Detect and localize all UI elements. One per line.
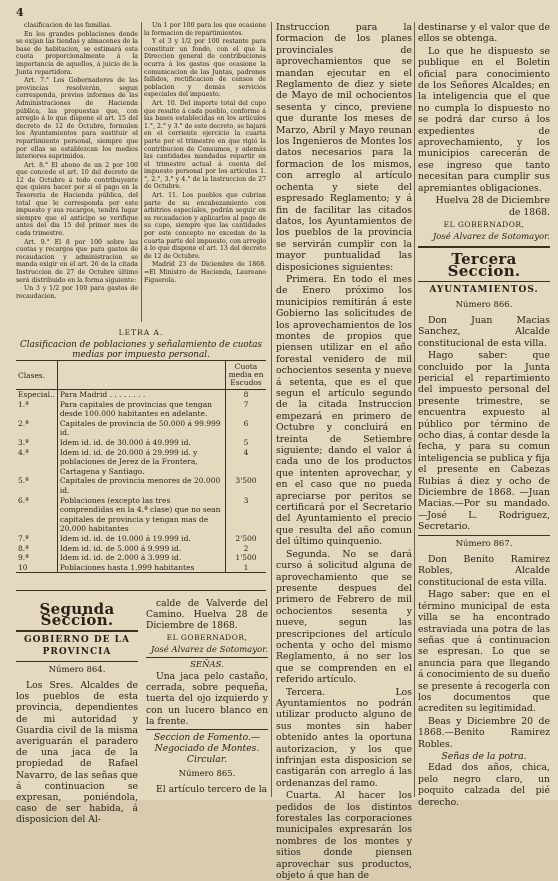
table-row [16, 400, 266, 419]
column-2 [144, 22, 266, 322]
row-quota: 6 [226, 419, 267, 438]
schedule-title: Clasificacion de poblaciones y señalamiento de cuotas medias por impuesto personal. [19, 340, 263, 361]
paragraph: Lo que he dispuesto se publique en el Boletin oficial para conocimiento de los Señores Alcaldes; en la inteligencia que el que no cumpla lo dispuesto no se podrá dar curso á los expedientes de aprovechamiento, y los municipios carecerán de ese ingreso que tanto necesitan para cumplir sus apremiantes obligaciones. [418, 45, 550, 194]
row-clase: 6.ª [16, 496, 57, 534]
row-clase: 9.ª [16, 553, 57, 563]
paragraph: Hago saber: que concluido por la Junta pericial el repartimiento del impuesto personal del presente trimestre, se encuentra expuesto al público por término de ocho dias, á contar desde la fecha, y para su comun inteligencia se publica y fija el presente en Cabezas Rubias á diez y ocho de Diciembre de 1868. —Juan Macias.—Por su mandado.—José L. Rodriguez, Secretario. [418, 350, 550, 533]
header-clases: Clases. [16, 361, 57, 390]
row-clase: 1.ª [16, 400, 57, 419]
rule [418, 246, 550, 248]
signature: José Alvarez de Sotomayor. [150, 644, 268, 655]
notice-number: Número 865. [178, 768, 236, 779]
header-blank [57, 361, 225, 390]
signature-title: EL GOBERNADOR, [443, 219, 525, 229]
row-quota: 1 [226, 563, 267, 573]
paragraph: Un 3 y 1/2 por 100 para gastos de recaudacion. [16, 285, 138, 300]
row-quota: 3 [226, 496, 267, 534]
paragraph: Primera. En todo el mes de Enero próximo los municipios remitirán á este Gobierno las solicitudes de los aprovechamientos de los montes de propios que piensen utilizar en el año forestal venidero de mil ochocientos sesenta y nueve á setenta, que es el que segun el artículo segundo de la citada Instruccion empezará en primero de Octubre y concluirá en treinta de Setiembre siguiente; dando el valor á cada uno de los productos que intenten aprovechar, y en el caso que no pueda apreciarse por peritos se certificará por el Secretario del Ayuntamiento el precio que resulta del año comun del último quinquenio. [276, 273, 412, 548]
paragraph: Art. 10. Del importe total del cupo que resulte á cada pueblo, conforme á las bases establecidas en los artículos 1.°, 2.° y 3.° de este decreto, se bajará en el corriente ejercicio la cuarta parte por el trimestre en que rigió la contribucion de Consumos, y además las cantidades mandadas repartir en el trimestre actual á cuenta del impuesto personal por los artículos 1.°, 2.°, 3.° y 4.° de la Instruccion de 27 de Octubre. [144, 99, 266, 191]
section-title: Segunda Seccion. [39, 600, 115, 630]
signature: José Alvarez de Sotomayor. [432, 232, 550, 243]
paragraph: Instruccion para la formacion de los planes provinciales de aprovechamientos que se mandan ejecutar en el Reglamento de diez y siete de Mayo de mil ochocientos sesenta y cinco, previene que durante los meses de Marzo, Abril y Mayo reunan los Ingenieros de Montes los datos necesarios para la formacion de los mismos, con arreglo al artículo ochenta y siete del espresado Reglamento; y á fin de facilitar las citados datos, los Ayuntamientos de los pueblos de la provincia se servirán cumplir con la mayor puntualidad las disposiciones siguientes: [276, 22, 412, 273]
notice-text: Los Sres. Alcaldes de los pueblos de esta provincia, dependientes de mi autoridad y Guardia civil de la misma averiguarán el paradero de una jaca de la propiedad de Rafael Navarro, de las señas que á continuacion se expresan, poniéndola, caso de ser habida, á disposicion del Al- [16, 680, 138, 826]
row-quota: 5 [226, 438, 267, 448]
row-description: Idem id. id. de 20.000 á 29.999 id. y poblaciones de Jerez de la Frontera, Cartagena y Santiago. [59, 447, 198, 476]
column-1 [16, 22, 138, 322]
row-description: Idem id. id. de 5.000 á 9.999 id. [59, 543, 182, 553]
notice-continuation [146, 598, 268, 795]
table-row [16, 496, 266, 534]
paragraph: Tercera. Los Ayuntamientos no podrán utilizar producto alguno de sus montes sin haber obtenido antes la oportuna autorizacion, y los que infrinjan esta disposicion se castigarán con arreglo á las ordenanzas del ramo. [276, 686, 412, 789]
paragraph: En los grandes poblaciones donde se exijan las tiendas y almacenes de la base de habitacion, se estimará esta cuota proporcionalmente á la importancia de aquellos, á juicio de la Junta repartidora. [16, 30, 138, 76]
table-row [16, 563, 266, 573]
rule [418, 281, 550, 282]
column-3 [276, 22, 412, 881]
fomento-heading: Seccion de Fomento.—Negociado de Montes. [153, 732, 261, 755]
table-row [16, 534, 266, 544]
row-quota: 8 [226, 390, 267, 400]
date-line: Huelva 28 de Diciembre de 1868. [435, 195, 550, 218]
schedule-letra: LETRA A. [118, 328, 164, 337]
section-title: Tercera Seccion. [447, 250, 521, 280]
paragraph: Beas y Diciembre 20 de 1868.—Benito Ramirez Robles. [418, 715, 550, 750]
rule [418, 535, 550, 536]
column-divider [271, 22, 272, 797]
notice-text: El artículo tercero de la [156, 783, 268, 795]
senas-title: Señas de la potra. [441, 750, 527, 762]
paragraph: Madrid 23 de Diciembre de 1868. =El Ministro de Hacienda, Laureano Figuerola. [144, 261, 266, 284]
table-body [16, 390, 266, 573]
paragraph: Don Benito Ramirez Robles, Alcalde constitucional de esta villa. [418, 554, 550, 588]
row-description: Para capitales de provincias que tengan desde 100.000 habitantes en adelante. [59, 399, 212, 419]
signature-title: EL GOBERNADOR, [166, 632, 248, 642]
paragraph: Un 1 por 100 para los que ocasione la formacion de repartimientos. [144, 22, 266, 37]
row-clase: 10 [16, 563, 57, 573]
rule [146, 657, 268, 658]
column-divider [141, 22, 142, 322]
row-quota: 1'500 [226, 553, 267, 563]
senas-text: Una jaca pelo castaño, cerrada, sobre pequeña, tuerta del ojo izquierdo y con un lucero blanco en la frente. [146, 671, 268, 727]
classification-table [16, 360, 266, 573]
row-clase: 3.ª [16, 438, 57, 448]
paragraph: Hago saber: que en el término municipal de esta villa se ha encontrado estraviada una potra de las señas que á continuacion se espresan. Lo que se anuncia para que llegando á conocimiento de su dueño se presente á recogerla con los documentos que acrediten su legitimidad. [418, 589, 550, 715]
table-row [16, 438, 266, 448]
row-description: Idem id. id. de 30.000 á 49.999 id. [59, 437, 191, 447]
table-row [16, 476, 266, 495]
table-row [16, 419, 266, 438]
row-description: Para Madrid . . . . . . . . [59, 390, 146, 399]
column-divider [414, 22, 415, 797]
row-description: Idem id. id. de 10.000 á 19.999 id. [59, 533, 191, 543]
paragraph: clasificacion de las familias. [24, 22, 112, 29]
row-clase: 8.ª [16, 544, 57, 554]
paragraph: Art. 11. Los pueblos que cubrian parte de su encabezamiento con arbitrios especiales, podrán seguir en su recaudacion y aplicarlos al pago de su cupo, siempre que las cantidades por este concepto no excedan de la cuarta parte del impuesto, con arreglo á lo que dispone el art. 13 del decreto de 12 de Octubre. [144, 192, 266, 260]
column-4 [418, 22, 550, 808]
circular-heading: Circular. [186, 754, 228, 766]
segunda-seccion [16, 598, 138, 826]
table-row [16, 553, 266, 563]
paragraph: Art. 7.° Los Gobernadores de las provincias resolverán, segun corresponda, prévios informes de las Administraciones de Hacienda pública, las propuestas que, con arreglo á lo que dispone el art. 15 del decreto de 12 de Octubre, formulen los Ayuntamientos para sustituir el repartimiento personal, siempre que por ellas se establezcan los medios interiores suprimidos. [16, 77, 138, 161]
paragraph: Edad dos años, chica, pelo negro claro, un poquito calzada del pié derecho. [418, 762, 550, 808]
row-description: Poblaciones hasta 1.999 habitantes [59, 562, 195, 572]
table-row [16, 544, 266, 554]
table-row [16, 448, 266, 477]
notice-number: Número 867. [455, 538, 513, 549]
paragraph: Cuarta. Al hacer los pedidos de los distintos forestales las corporaciones municipales expresarán los nombres de los montes y sitios donde piensen aprovechar sus productos, objeto á que han de [276, 790, 412, 881]
rule [16, 630, 138, 632]
notice-number: Número 866. [455, 299, 513, 310]
row-description: Capitales de provincia de 50.000 á 99.999 id. [59, 418, 221, 438]
rule [16, 661, 138, 662]
row-clase: 7.ª [16, 534, 57, 544]
section-subtitle: GOBIERNO DE LA PROVINCIA [24, 635, 130, 657]
paragraph: Art. 8.° El abono de un 2 por 100 que concede el art. 10 del decreto de 12 de Octubre á todo contribuyente que quiera hacer por sí el pago en la Tesorería de Hacienda pública, del total que le corresponda por este impuesto y sus recargos, tendrá lugar siempre que el anticipo se verifique antes del dia 15 del primer mes de cada trimestre. [16, 161, 138, 238]
paragraph: Segunda. No se dará curso á solicitud alguna de aprovechamiento que se presente despues del primero de Febrero de mil ochocientos sesenta y nueve, segun las prescripciones del artículo ochenta y ocho del mismo Reglamento, á no ser los que se comprenden en el referido artículo. [276, 548, 412, 686]
table-row [16, 390, 266, 400]
senas-title: SEÑAS. [190, 659, 224, 670]
paragraph: Don Juan Macias Sanchez, Alcalde constitucional de esta villa. [418, 314, 550, 349]
paragraph: Y el 3 y 1/2 por 100 restante para constituir un fondo, con el que la Direccion general de contribuciones ocurra á los gastos que ocasione la comunicacion de las Juntas, padrones fallidos, rectificacion de censos de poblacion y demás servicios especiales del impuesto. [144, 38, 266, 99]
rule [146, 729, 268, 730]
row-quota: 2'500 [226, 534, 267, 544]
section-divider [16, 590, 266, 591]
row-quota: 3'500 [226, 476, 267, 495]
row-quota: 4 [226, 448, 267, 477]
row-clase: 5.ª [16, 476, 57, 495]
row-quota: 7 [226, 400, 267, 419]
paragraph: Art. 9.° El 8 por 100 sobre las cuotas y recargos que para gastos de recaudacion y administracion se manda exigir en el art. 26 de la citada Instruccion de 27 de Octubre último será distribuido en la forma siguiente: [16, 238, 138, 284]
row-quota: 2 [226, 544, 267, 554]
row-description: Poblaciones (excepto las tres comprendidas en la 4.ª clase) que no sean capitales de provincia y tengan mas de 20.000 habitantes [59, 495, 221, 534]
row-clase: 4.ª [16, 448, 57, 477]
row-description: Idem id. id. de 2.000 á 3.999 id. [59, 553, 182, 563]
row-clase: Especial.. [16, 390, 57, 400]
paragraph: destinarse y el valor que de ellos se obtenga. [418, 22, 550, 45]
notice-number: Número 864. [48, 664, 106, 675]
row-description: Capitales de provincia menores de 20.000 id. [59, 476, 221, 495]
section-subtitle: AYUNTAMIENTOS. [429, 285, 539, 296]
row-clase: 2.ª [16, 419, 57, 438]
notice-text: calde de Valverde del Camino. Huelva 28 de Diciembre de 1868. [146, 598, 268, 632]
page-number: 4 [16, 6, 24, 19]
header-quota: Cuota media en Escudos [226, 361, 267, 390]
